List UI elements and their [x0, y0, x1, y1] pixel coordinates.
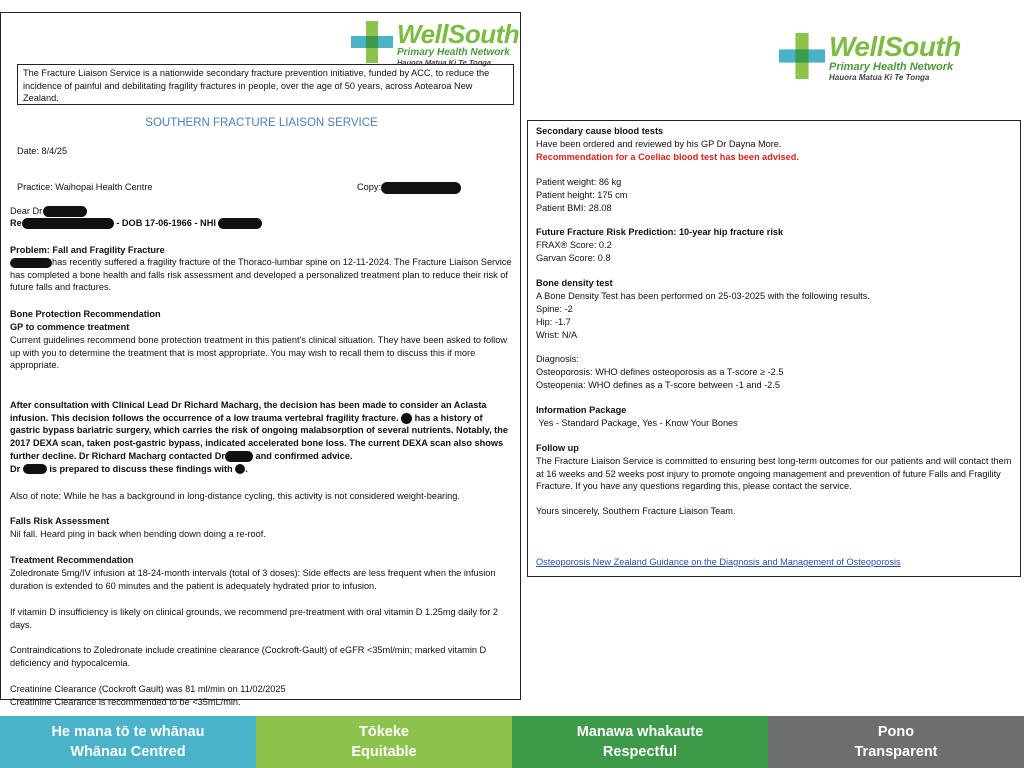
- bd-heading: Bone density test: [536, 278, 613, 288]
- info-heading: Information Package: [536, 405, 627, 415]
- logo-tagline: Primary Health Network: [397, 47, 510, 58]
- treat-text: Zoledronate 5mg/IV infusion at 18-24-month intervals (total of 3 doses): Side effects are less frequent when the infusion duration is extended to 60 minutes and the patient is adequately hydrated prior to infusion.: [10, 568, 496, 591]
- wrist: Wrist: N/A: [536, 330, 578, 340]
- redaction: [23, 464, 47, 474]
- letter-page-left: [0, 12, 521, 707]
- bone-text: Current guidelines recommend bone protection treatment in this patient's clinical situation. They have been asked to follow up with you to determine the treatment that is most appropriate. You may wish to recall them to discuss this if more appropriate.: [10, 335, 507, 371]
- osteopenia: Osteopenia: WHO defines as a T-score between -1 and -2.5: [536, 380, 780, 390]
- follow-text: The Fracture Liaison Service is committed to ensuring best long-term outcomes for our patients and will contact them at 16 weeks and 52 weeks post injury to promote ongoing management and prevention of future Falls and Fragility Fracture. If you have any questions regarding this, please contact the service.: [536, 456, 1012, 492]
- values-footer: [0, 716, 1024, 768]
- creat-line-1: Creatinine Clearance (Cockroft Gault) was 81 ml/min on 11/02/2025: [10, 684, 286, 694]
- redaction: [401, 413, 412, 424]
- logo-maori: Hauora Matua Ki Te Tonga: [397, 58, 492, 67]
- consult-part1: After consultation with Clinical Lead Dr Richard Macharg, the decision has been made to consider an Aclasta infusion. This decision follows the occurrence of a low trauma vertebral fragility fracture.: [10, 400, 487, 423]
- consult-text: [10, 399, 515, 475]
- note-text: Also of note: While he has a background in long-distance cycling, this activity is not considered weight-bearing.: [10, 491, 460, 501]
- treat-heading: Treatment Recommendation: [10, 555, 134, 565]
- footer-value-line1: He mana tō te whānau: [51, 724, 205, 740]
- redaction: [235, 464, 245, 474]
- letter-dear: [10, 205, 87, 218]
- info-text: Yes - Standard Package, Yes - Know Your Bones: [536, 418, 738, 428]
- falls-text: Nil fall. Heard ping in back when bending down doing a re-roof.: [10, 529, 266, 539]
- logo-brand-part2: South: [447, 19, 520, 49]
- weight: Patient weight: 86 kg: [536, 177, 622, 187]
- footer-value-whanau: [0, 716, 256, 768]
- footer-value-line2: Transparent: [854, 744, 938, 760]
- wellsouth-logo: [351, 21, 519, 67]
- bmi: Patient BMI: 28.08: [536, 203, 612, 213]
- diag-heading: Diagnosis:: [536, 354, 579, 364]
- wellsouth-logo-right: [779, 33, 961, 82]
- signoff: Yours sincerely, Southern Fracture Liaison Team.: [536, 506, 736, 516]
- follow-heading: Follow up: [536, 443, 579, 453]
- copy-label: Copy:: [357, 182, 382, 192]
- letter-re: [10, 217, 262, 230]
- redaction: [22, 218, 114, 229]
- service-title: SOUTHERN FRACTURE LIAISON SERVICE: [145, 117, 378, 129]
- logo-brand-part2: South: [884, 31, 961, 62]
- falls-heading: Falls Risk Assessment: [10, 516, 110, 526]
- redaction: [10, 258, 52, 268]
- intro-box: The Fracture Liaison Service is a nationwide secondary fracture prevention initiative, funded by ACC, to reduce the incidence of painful and debilitating fragility fractures in people, over the age of 50 years, across Aotearoa New Zealand.: [17, 64, 514, 105]
- cross-logo-icon: [779, 33, 825, 79]
- footer-value-transparent: [768, 716, 1024, 768]
- dob-label: - DOB 17-06-1966 - NHI: [116, 218, 216, 228]
- footer-value-line1: Manawa whakaute: [576, 724, 704, 740]
- future-heading: Future Fracture Risk Prediction: 10-year hip fracture risk: [536, 227, 784, 237]
- dear-label: Dear Dr: [10, 206, 43, 216]
- footer-value-line2: Respectful: [602, 744, 678, 760]
- consult-part2: has a history of gastric bypass bariatric surgery, which carries the risk of ongoing malabsorption of several nutrients. Notably, the 2017 DEXA scan, taken post-gastric bypass, indicated accelerated bone loss. The current DEXA scan also shows further decline. Dr Richard Macharg contacted Dr: [10, 412, 508, 461]
- letter-copy: [357, 181, 461, 194]
- problem-text: [10, 256, 515, 294]
- sec-heading: Secondary cause blood tests: [536, 126, 664, 136]
- footer-value-line1: Pono: [877, 724, 915, 740]
- osteoporosis: Osteoporosis: WHO defines osteoporosis as a T-score ≥ -2.5: [536, 367, 784, 377]
- logo-brand-part1: Well: [829, 31, 885, 62]
- contra-text: Contraindications to Zoledronate include creatinine clearance (Cockroft-Gault) of eGFR <35ml/min; marked vitamin D deficiency and hypocalcemia.: [10, 645, 487, 668]
- problem-heading: Problem: Fall and Fragility Fracture: [10, 245, 165, 255]
- redaction: [225, 451, 253, 462]
- hip: Hip: -1.7: [536, 317, 571, 327]
- letter-date: Date: 8/4/25: [17, 146, 68, 156]
- footer-value-line1: Tōkeke: [359, 724, 409, 740]
- garvan-score: Garvan Score: 0.8: [536, 253, 611, 263]
- vitd-text: If vitamin D insufficiency is likely on clinical grounds, we recommend pre-treatment with oral vitamin D 1.25mg daily for 2 days.: [10, 607, 498, 630]
- gp-heading: GP to commence treatment: [10, 322, 130, 332]
- consult-part4-end: .: [245, 463, 248, 474]
- spine: Spine: -2: [536, 304, 573, 314]
- consult-part4: is prepared to discuss these findings with: [49, 463, 233, 474]
- redaction: [381, 182, 461, 194]
- cross-logo-icon: [351, 21, 393, 63]
- height: Patient height: 175 cm: [536, 190, 628, 200]
- redaction: [218, 218, 262, 229]
- bone-heading: Bone Protection Recommendation: [10, 309, 161, 319]
- logo-tagline: Primary Health Network: [829, 61, 954, 73]
- bd-text: A Bone Density Test has been performed on 25-03-2025 with the following results.: [536, 291, 870, 301]
- guidance-link[interactable]: Osteoporosis New Zealand Guidance on the Diagnosis and Management of Osteoporosis: [536, 557, 901, 567]
- creat-line-2: Creatinine Clearance is recommended to be <35mL/min.: [10, 697, 241, 707]
- logo-brand-part1: Well: [397, 19, 448, 49]
- problem-body: has recently suffered a fragility fracture of the Thoraco-lumbar spine on 12-11-2024. The Fracture Liaison Service has completed a bone health and falls risk assessment and developed a personalized treatment plan to reduce their risk of future falls and fractures.: [10, 257, 512, 293]
- guidance-link-wrap: [536, 556, 901, 569]
- consult-part4-pre: Dr: [10, 463, 21, 474]
- sec-text: Have been ordered and reviewed by his GP Dr Dayna More.: [536, 139, 782, 149]
- footer-value-respectful: [512, 716, 768, 768]
- frax-score: FRAX® Score: 0.2: [536, 240, 612, 250]
- footer-value-equitable: [256, 716, 512, 768]
- letter-page-right: [527, 120, 1021, 577]
- letter-practice: Practice: Waihopai Health Centre: [17, 182, 153, 192]
- redaction: [43, 206, 87, 217]
- sec-red: Recommendation for a Coeliac blood test has been advised.: [536, 152, 799, 162]
- re-label: Re: [10, 218, 22, 228]
- logo-maori: Hauora Matua Ki Te Tonga: [829, 73, 930, 82]
- consult-part3: and confirmed advice.: [255, 450, 353, 461]
- footer-value-line2: Equitable: [351, 744, 417, 760]
- footer-value-line2: Whānau Centred: [70, 744, 186, 760]
